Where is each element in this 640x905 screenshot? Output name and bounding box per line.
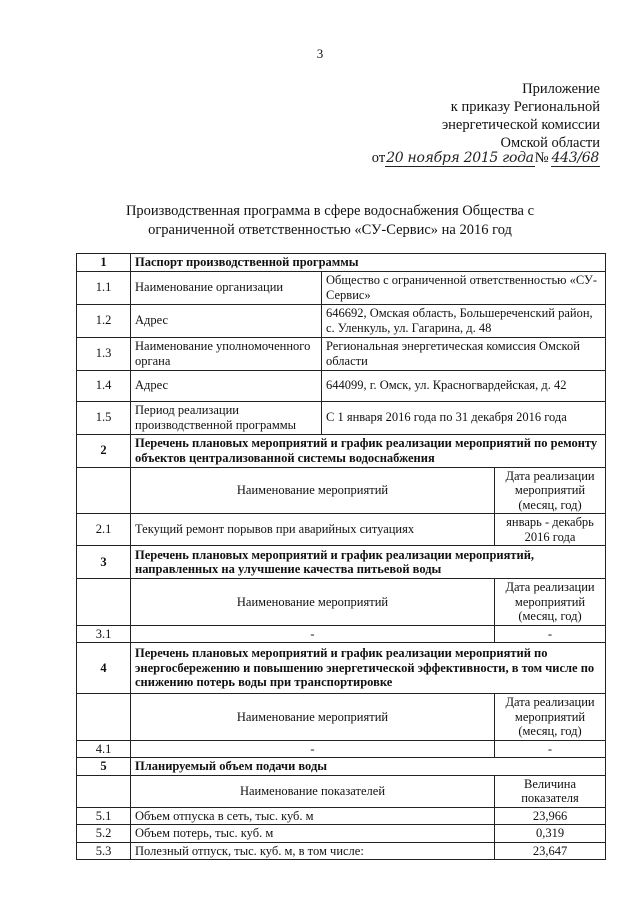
column-header-name: Наименование мероприятий [131,579,495,626]
row-label: Наименование организации [131,271,322,304]
section-number: 1 [77,254,131,272]
section-number: 3 [77,546,131,579]
section-3-header [77,546,606,579]
order-date-number [372,150,600,167]
column-header-row [77,467,606,514]
table-row [77,807,606,825]
row-date: январь - декабрь 2016 года [495,514,606,546]
row-label: Адрес [131,370,322,401]
document-title-line-2: ограниченной ответственностью «СУ-Сервис» на 2016 год [148,222,512,238]
table-row [77,825,606,843]
appendix-line-4: Омской области [500,135,600,151]
row-label: Наименование уполномоченного органа [131,337,322,370]
column-header-date: Дата реализации мероприятий (месяц, год) [495,694,606,741]
column-header-date: Дата реализации мероприятий (месяц, год) [495,579,606,626]
section-title: Паспорт производственной программы [131,254,606,272]
row-name: Объем отпуска в сеть, тыс. куб. м [131,807,495,825]
table-row [77,337,606,370]
empty-cell [77,579,131,626]
row-name: Полезный отпуск, тыс. куб. м, в том числе: [131,842,495,860]
empty-cell [77,775,131,807]
order-number-label: № [534,150,549,166]
row-number: 1.1 [77,271,131,304]
column-header-row [77,775,606,807]
table-row [77,625,606,643]
appendix-header [442,80,600,152]
row-number: 5.2 [77,825,131,843]
row-name: - [131,625,495,643]
order-from-label: от [371,150,386,166]
table-row [77,842,606,860]
row-value: Общество с ограниченной ответственностью «СУ-Сервис» [322,271,606,304]
section-5-header [77,758,606,776]
production-program-table [76,253,606,860]
appendix-line-3: энергетической комиссии [441,117,600,133]
row-value: 644099, г. Омск, ул. Красногвардейская, д. 42 [322,370,606,401]
section-number: 4 [77,643,131,694]
row-number: 1.5 [77,401,131,434]
table-row [77,370,606,401]
column-header-name: Наименование мероприятий [131,694,495,741]
row-value: 0,319 [495,825,606,843]
column-header-name: Наименование показателей [131,775,495,807]
row-number: 5.3 [77,842,131,860]
column-header-row [77,579,606,626]
row-value: Региональная энергетическая комиссия Омской области [322,337,606,370]
table-row [77,401,606,434]
section-title: Перечень плановых мероприятий и график реализации мероприятий по ремонту объектов централизованной системы водоснабжения [131,434,606,467]
section-2-header [77,434,606,467]
page-number: 3 [316,46,324,61]
document-title-line-1: Производственная программа в сфере водоснабжения Общества с [125,203,535,219]
empty-cell [77,467,131,514]
row-label: Период реализации производственной программы [131,401,322,434]
empty-cell [77,694,131,741]
section-4-header [77,643,606,694]
row-value: С 1 января 2016 года по 31 декабря 2016 года [322,401,606,434]
row-name: Текущий ремонт порывов при аварийных ситуациях [131,514,495,546]
order-number-handwritten: 443/68 [551,150,599,166]
column-header-name: Наименование мероприятий [131,467,495,514]
table-row [77,271,606,304]
row-number: 4.1 [77,740,131,758]
section-1-header [77,254,606,272]
section-number: 2 [77,434,131,467]
section-title: Планируемый объем подачи воды [131,758,606,776]
section-title: Перечень плановых мероприятий и график реализации мероприятий, направленных на улучшение качества питьевой воды [131,546,606,579]
row-number: 3.1 [77,625,131,643]
row-number: 5.1 [77,807,131,825]
row-name: - [131,740,495,758]
row-number: 2.1 [77,514,131,546]
table-row [77,304,606,337]
row-value: 646692, Омская область, Большереченский район, с. Уленкуль, ул. Гагарина, д. 48 [322,304,606,337]
row-number: 1.2 [77,304,131,337]
section-number: 5 [77,758,131,776]
row-date: - [495,625,606,643]
appendix-line-1: Приложение [522,81,600,97]
row-date: - [495,740,606,758]
row-label: Адрес [131,304,322,337]
row-value: 23,647 [495,842,606,860]
table-row [77,740,606,758]
row-number: 1.4 [77,370,131,401]
table-row [77,514,606,546]
row-number: 1.3 [77,337,131,370]
section-title: Перечень плановых мероприятий и график реализации мероприятий по энергосбережению и повышению энергетической эффективности, в том числе по снижению потерь воды при транспортировке [131,643,606,694]
appendix-line-2: к приказу Региональной [450,99,600,115]
document-title [60,202,600,240]
column-header-row [77,694,606,741]
row-value: 23,966 [495,807,606,825]
column-header-value: Величина показателя [495,775,606,807]
row-name: Объем потерь, тыс. куб. м [131,825,495,843]
order-date-handwritten: 20 ноября 2015 года [386,150,534,166]
column-header-date: Дата реализации мероприятий (месяц, год) [495,467,606,514]
